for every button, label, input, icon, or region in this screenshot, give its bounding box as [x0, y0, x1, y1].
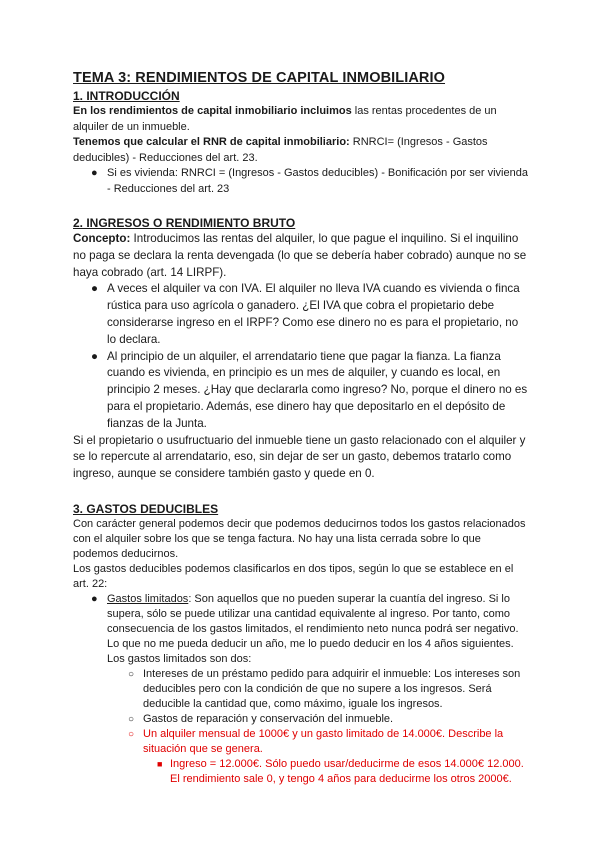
bullet-circle-icon: ○ — [128, 713, 135, 725]
list-item — [73, 757, 529, 787]
ingresos-paragraph: Si el propietario o usufructuario del inmueble tiene un gasto relacionado con el alquiler y se lo repercute al arrendatario, eso, sin dejar de ser un gasto, debemos tratarlo como ingreso, aunque se considere también gasto y quede en 0. — [73, 433, 526, 481]
intro-text-1: las rentas procedentes de un alquiler de un inmueble. — [73, 105, 497, 133]
bullet-disc-icon: ● — [91, 349, 99, 363]
gastos-bullet-list — [73, 592, 529, 787]
list-item — [73, 592, 529, 667]
list-item-text: Un alquiler mensual de 1000€ y un gasto limitado de 14.000€. Describe la situación que se genera. — [143, 727, 504, 755]
section-heading-gastos: 3. GASTOS DEDUCIBLES — [73, 501, 219, 516]
section-heading-introduccion: 1. INTRODUCCIÓN — [73, 89, 180, 103]
document-title: TEMA 3: RENDIMIENTOS DE CAPITAL INMOBILIARIO — [73, 70, 446, 86]
list-item-text: A veces el alquiler va con IVA. El alquiler no lleva IVA cuando es vivienda o finca rústica para uso agrícola o ganadero. ¿El IVA que cobra el propietario debe considerarse ingreso en el IRPF? Como ese dinero no es para el propietario, no lo declara. — [107, 282, 520, 346]
intro-paragraph-2 — [73, 135, 529, 166]
list-item-text: Ingreso = 12.000€. Sólo puedo usar/deducirme de esos 14.000€ 12.000. El rendimiento sale 0, y tengo 4 años para deducirme los otros 2000€. — [170, 757, 524, 785]
bullet-square-icon: ■ — [157, 758, 163, 769]
section-heading-ingresos: 2. INGRESOS O RENDIMIENTO BRUTO — [73, 216, 296, 230]
list-item — [73, 349, 529, 433]
bullet-circle-icon: ○ — [128, 728, 135, 740]
ingresos-bullet-list — [73, 281, 529, 432]
bullet-disc-icon: ● — [91, 167, 98, 179]
gastos-paragraph-2: Los gastos deducibles podemos clasificarlos en dos tipos, según lo que se establece en el art. 22: — [73, 562, 514, 590]
intro-bullet-list — [73, 166, 529, 197]
list-item-text: Al principio de un alquiler, el arrendatario tiene que pagar la fianza. La fianza cuando es vivienda, en principio es un mes de alquiler, y cuando es local, en principio 2 meses. ¿Hay que declararla como ingreso? No, porque el dinero no es para el propietario. Además, ese dinero hay que depositarlo en el depósito de fianzas de la Junta. — [107, 349, 528, 430]
bullet-disc-icon: ● — [91, 282, 99, 296]
list-item — [73, 727, 529, 757]
concept-paragraph — [73, 231, 529, 281]
bullet-disc-icon: ● — [91, 592, 98, 605]
list-item-text: Gastos de reparación y conservación del inmueble. — [143, 712, 394, 725]
gastos-limitados-term: Gastos limitados — [107, 592, 189, 605]
document-page — [73, 70, 529, 787]
intro-bold-2: Tenemos que calcular el RNR de capital inmobiliario: — [73, 136, 350, 148]
intro-text-2: RNRCI= (Ingresos - Gastos deducibles) - Reducciones del art. 23. — [73, 136, 488, 164]
list-item-text: Si es vivienda: RNRCI = (Ingresos - Gastos deducibles) - Bonificación por ser vivienda - Reducciones del art. 23 — [107, 167, 528, 195]
list-item-text: : Son aquellos que no pueden superar la cuantía del ingreso. Si lo supera, sólo se puede utilizar una cantidad equivalente al ingreso. Por tanto, como consecuencia de los gastos limitados, el rendimiento neto nunca podrá ser negativo. Lo que no me pueda deducir un año, me lo puedo deducir en los 4 años siguientes. Los gastos limitados son dos: — [107, 592, 519, 665]
intro-paragraph-1 — [73, 104, 529, 135]
list-item — [73, 712, 529, 727]
list-item — [73, 667, 529, 712]
intro-bold-1: En los rendimientos de capital inmobiliario incluimos — [73, 105, 352, 117]
list-item — [73, 281, 529, 348]
gastos-paragraph-1: Con carácter general podemos decir que podemos deducirnos todos los gastos relacionados con el alquiler sobre los que se tenga factura. No hay una lista cerrada sobre lo que podemos deducirnos. — [73, 517, 526, 560]
concept-label: Concepto: — [73, 232, 131, 245]
list-item-text: Intereses de un préstamo pedido para adquirir el inmueble: Los intereses son deducibles pero con la condición de que no supere a los ingresos. Será deducible la cantidad que, como máximo, iguale los ingresos. — [143, 667, 521, 710]
list-item — [73, 166, 529, 197]
bullet-circle-icon: ○ — [128, 668, 135, 680]
concept-text: Introducimos las rentas del alquiler, lo que pague el inquilino. Si el inquilino no paga se declara la renta devengada (lo que se debería haber cobrado) aunque no se haya cobrado (art. 14 LIRPF). — [73, 232, 527, 279]
